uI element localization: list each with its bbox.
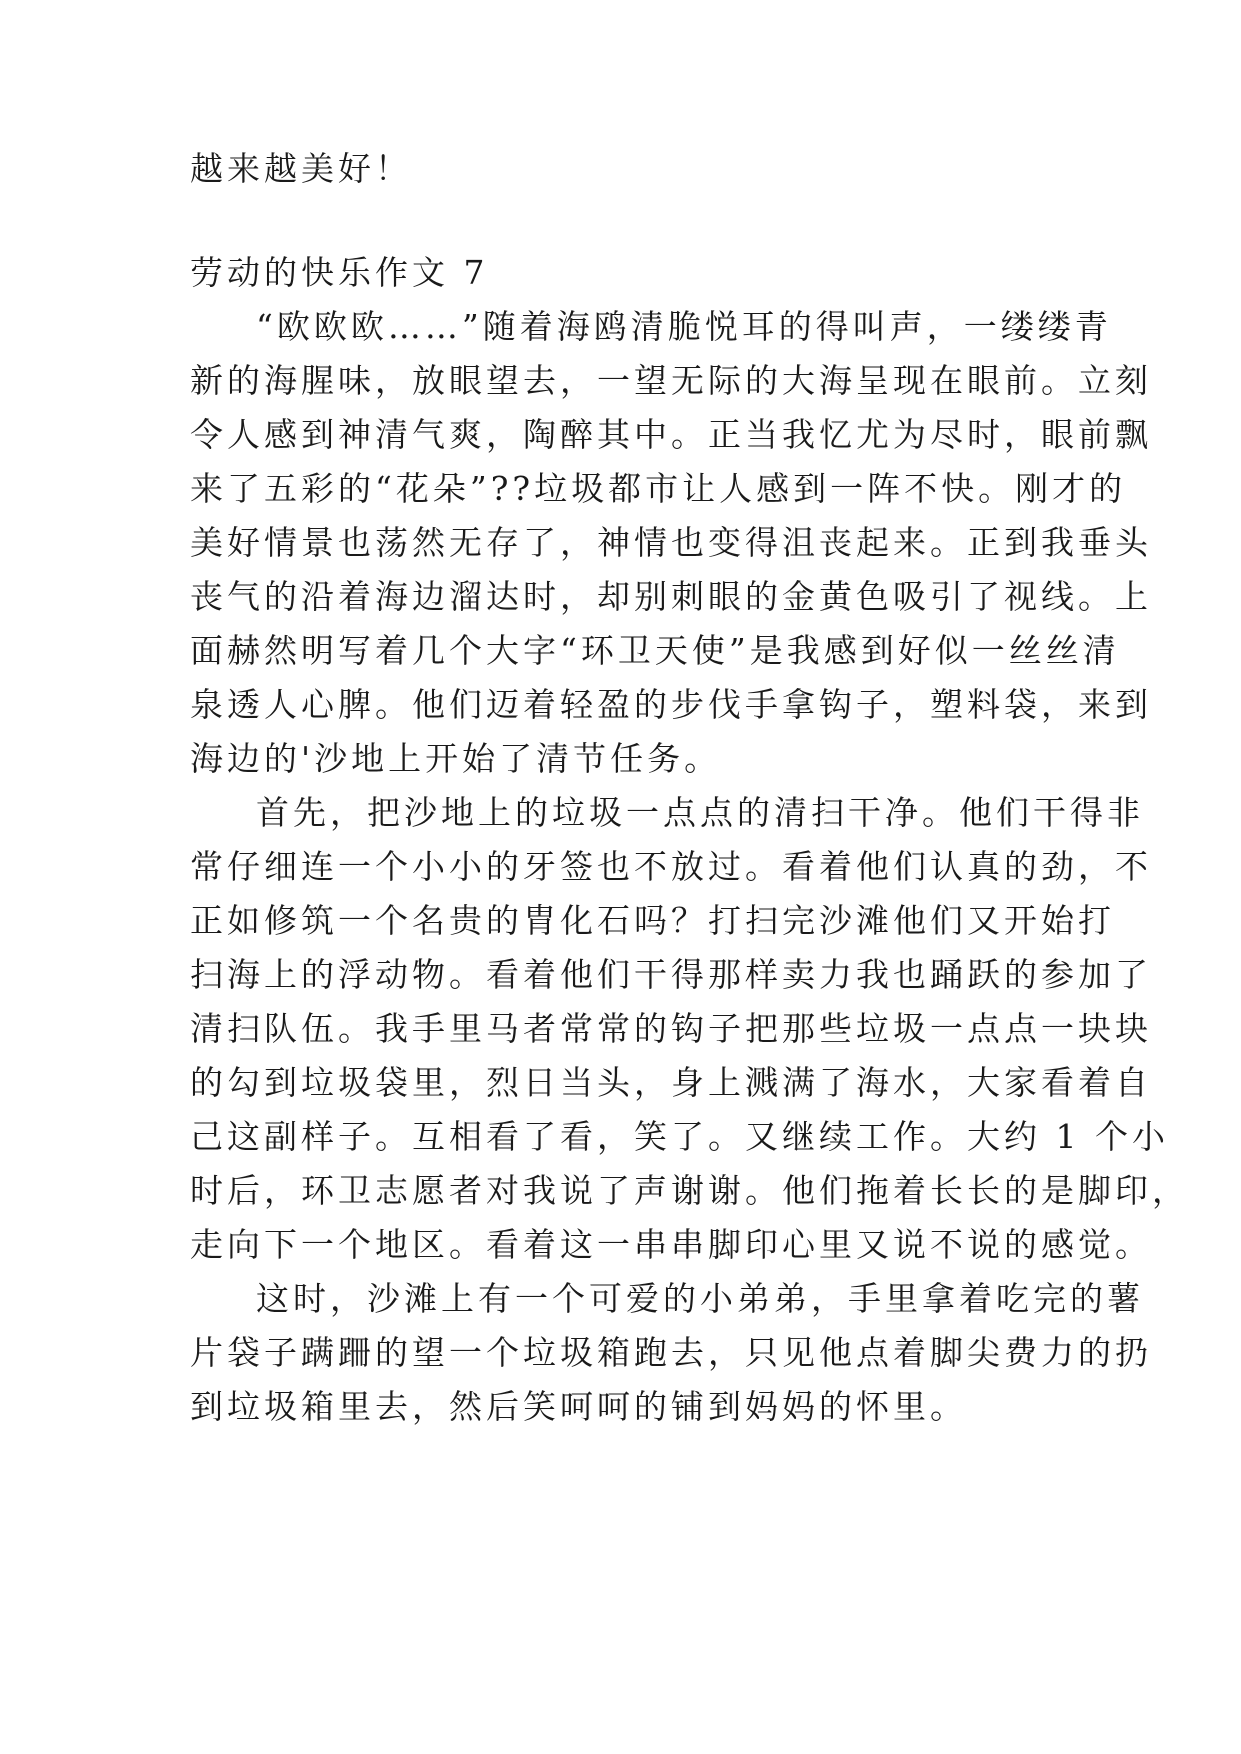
paragraph-line: 扫海上的浮动物。看着他们干得那样卖力我也踊跃的参加了: [190, 955, 1152, 994]
paragraph-line: 片袋子蹒跚的望一个垃圾箱跑去，只见他点着脚尖费力的扔: [190, 1333, 1152, 1372]
document-body: [190, 0, 1189, 1754]
closing-line: 越来越美好！: [190, 149, 412, 188]
paragraph-line: 这时，沙滩上有一个可爱的小弟弟，手里拿着吃完的薯: [256, 1279, 1144, 1318]
paragraph-line: 面赫然明写着几个大字“环卫天使”是我感到好似一丝丝清: [190, 631, 1120, 670]
paragraph-line: 泉透人心脾。他们迈着轻盈的步伐手拿钩子，塑料袋，来到: [190, 685, 1152, 724]
paragraph-line: 美好情景也荡然无存了，神情也变得沮丧起来。正到我垂头: [190, 523, 1152, 562]
paragraph-line: 丧气的沿着海边溜达时，却别刺眼的金黄色吸引了视线。上: [190, 577, 1152, 616]
paragraph-line: 海边的'沙地上开始了清节任务。: [190, 739, 722, 778]
paragraph-line: 令人感到神清气爽，陶醉其中。正当我忆尤为尽时，眼前飘: [190, 415, 1152, 454]
paragraph-line: 走向下一个地区。看着这一串串脚印心里又说不说的感觉。: [190, 1225, 1152, 1264]
paragraph-line: 清扫队伍。我手里马者常常的钩子把那些垃圾一点点一块块: [190, 1009, 1152, 1048]
paragraph-line: 时后，环卫志愿者对我说了声谢谢。他们拖着长长的是脚印，: [190, 1171, 1189, 1210]
paragraph-line: 的勾到垃圾袋里，烈日当头，身上溅满了海水，大家看着自: [190, 1063, 1152, 1102]
section-title: 劳动的快乐作文 7: [190, 253, 489, 292]
paragraph-line: 首先，把沙地上的垃圾一点点的清扫干净。他们干得非: [256, 793, 1144, 832]
paragraph-line: 新的海腥味，放眼望去，一望无际的大海呈现在眼前。立刻: [190, 361, 1152, 400]
paragraph-line: 正如修筑一个名贵的胄化石吗？打扫完沙滩他们又开始打: [190, 901, 1115, 940]
paragraph-line: “欧欧欧……”随着海鸥清脆悦耳的得叫声，一缕缕青: [256, 307, 1112, 346]
paragraph-line: 常仔细连一个小小的牙签也不放过。看着他们认真的劲，不: [190, 847, 1152, 886]
paragraph-line: 己这副样子。互相看了看，笑了。又继续工作。大约 1 个小: [190, 1117, 1169, 1156]
paragraph-line: 到垃圾箱里去，然后笑呵呵的铺到妈妈的怀里。: [190, 1387, 967, 1426]
paragraph-line: 来了五彩的“花朵”??垃圾都市让人感到一阵不快。刚才的: [190, 469, 1127, 508]
